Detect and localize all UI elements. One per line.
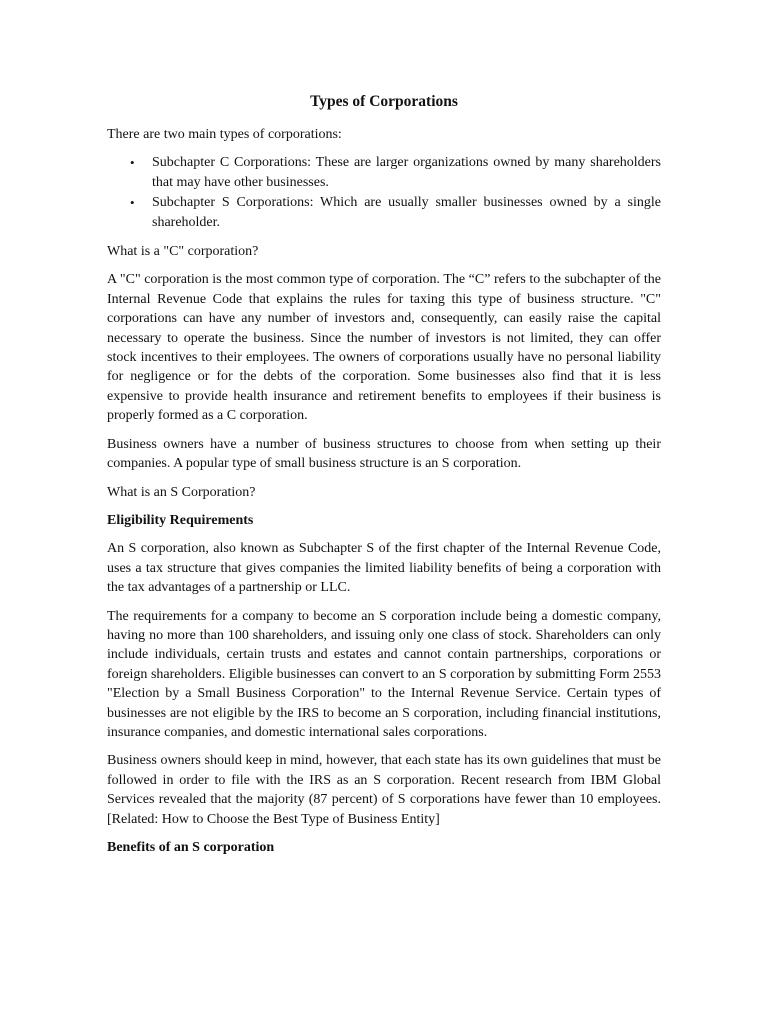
question-c-corporation: What is a "C" corporation? [107, 244, 259, 260]
corporation-types-list [107, 153, 661, 232]
page-title: Types of Corporations [310, 93, 458, 110]
benefits-heading: Benefits of an S corporation [107, 840, 275, 855]
bullet-icon: • [130, 195, 135, 211]
question-s-corporation: What is an S Corporation? [107, 484, 256, 500]
bullet-icon: • [130, 155, 135, 171]
c-corporation-paragraph: A "C" corporation is the most common type of corporation. The “C” refers to the subchapter of the Internal Revenue Code that explains the rules for taxing this type of business structure. "C" corporations can have any number of investors and, consequently, can easily raise the capital necessary to operate the business. Since the number of investors is not limited, they can offer stock incentives to their employees. The owners of corporations usually have no personal liability for negligence or for the debts of the corporation. Some businesses also find that it is less expensive to provide health insurance and retirement benefits to employees if their business is properly formed as a C corporation. [107, 272, 661, 424]
list-item-text: Subchapter S Corporations: Which are usually smaller businesses owned by a single shareholder. [152, 195, 661, 230]
requirements-paragraph: The requirements for a company to become an S corporation include being a domestic company, having no more than 100 shareholders, and issuing only one class of stock. Shareholders can only include individuals, certain trusts and estates and cannot contain partnerships, corporations or foreign shareholders. Eligible businesses can convert to an S corporation by submitting Form 2553 "Election by a Small Business Corporation" to the Internal Revenue Service. Certain types of businesses are not eligible by the IRS to become an S corporation, including financial institutions, insurance companies, and domestic international sales corporations. [107, 608, 661, 740]
document-page [107, 92, 661, 866]
intro-paragraph: There are two main types of corporations: [107, 127, 342, 142]
list-item-text: Subchapter C Corporations: These are larger organizations owned by many shareholders that may have other businesses. [152, 155, 661, 190]
s-corporation-paragraph: An S corporation, also known as Subchapter S of the first chapter of the Internal Revenue Code, uses a tax structure that gives companies the limited liability benefits of being a corporation with the tax advantages of a partnership or LLC. [107, 541, 661, 596]
list-item [130, 193, 661, 232]
eligibility-heading: Eligibility Requirements [107, 512, 254, 528]
business-owners-paragraph: Business owners have a number of business structures to choose from when setting up their companies. A popular type of small business structure is an S corporation. [107, 436, 661, 472]
list-item [130, 153, 661, 192]
guidelines-paragraph: Business owners should keep in mind, however, that each state has its own guidelines that must be followed in order to file with the IRS as an S corporation. Recent research from IBM Global Services revealed that the majority (87 percent) of S corporations have fewer than 10 employees. [Related: How to Choose the Best Type of Business Entity] [107, 753, 661, 827]
